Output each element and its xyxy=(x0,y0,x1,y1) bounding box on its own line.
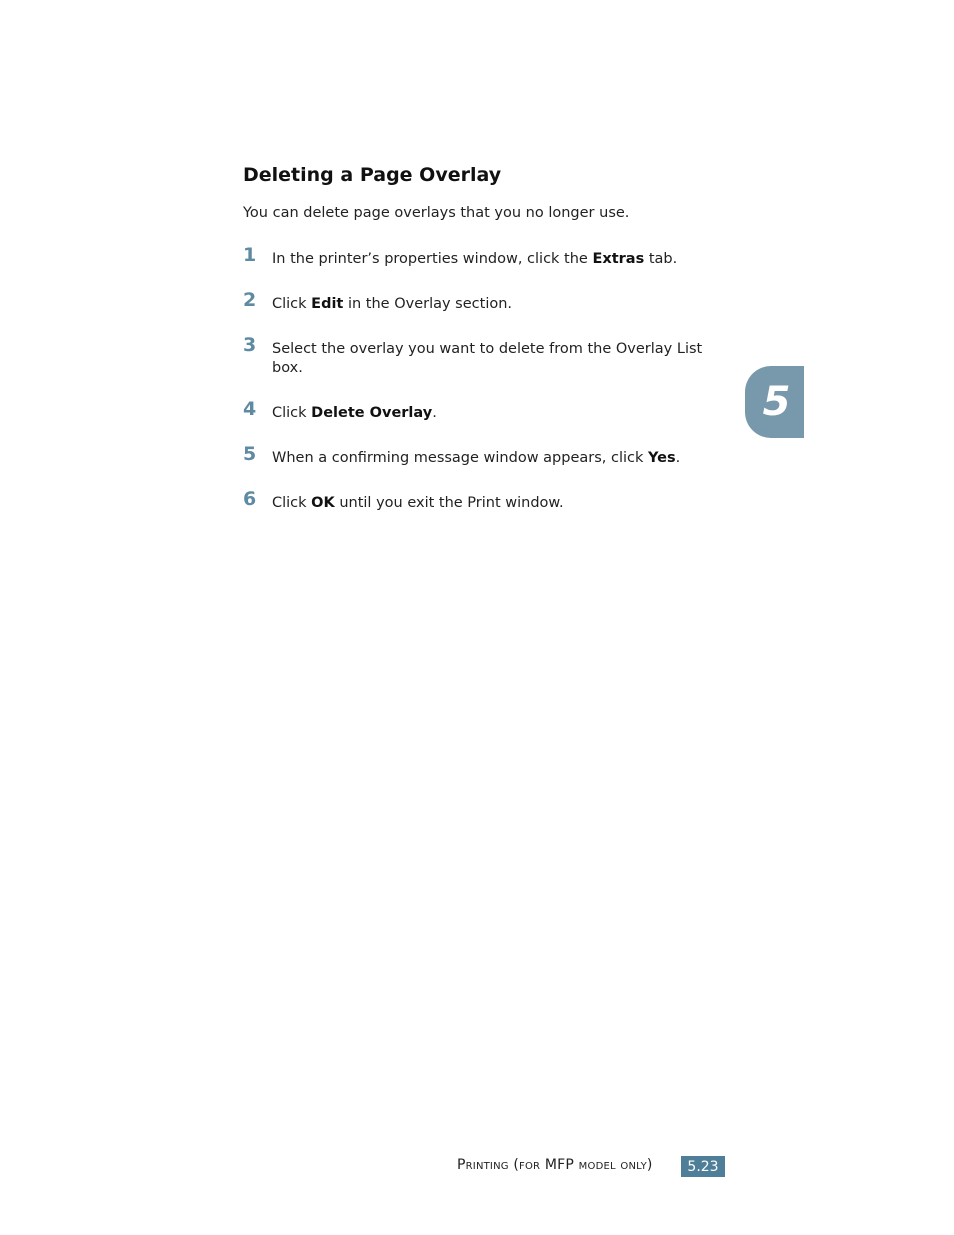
ui-term: Delete Overlay xyxy=(311,405,433,421)
step-number: 3 xyxy=(243,334,257,356)
ui-term: OK xyxy=(311,495,335,511)
step-number: 1 xyxy=(243,244,257,266)
footer-chapter-title: Printing (for MFP model only) xyxy=(457,1157,653,1173)
chapter-number: 5 xyxy=(762,379,791,425)
step-text: In the printer’s properties window, click the Extras tab. xyxy=(272,251,678,267)
step-4 xyxy=(243,398,723,423)
step-1 xyxy=(243,244,723,269)
step-3 xyxy=(243,334,723,378)
step-2 xyxy=(243,289,723,314)
step-text: Click Edit in the Overlay section. xyxy=(272,296,513,312)
step-6 xyxy=(243,488,723,513)
step-text: Click Delete Overlay. xyxy=(272,405,437,421)
step-text: Select the overlay you want to delete from the Overlay List box. xyxy=(272,341,703,376)
step-5 xyxy=(243,443,723,468)
chapter-tab xyxy=(745,366,804,438)
step-number: 5 xyxy=(243,443,257,465)
page-number: 5.23 xyxy=(681,1156,725,1177)
ui-term: Yes xyxy=(648,450,676,466)
intro-text: You can delete page overlays that you no longer use. xyxy=(243,205,630,221)
step-number: 6 xyxy=(243,488,257,510)
ui-term: Edit xyxy=(311,296,344,312)
section-heading: Deleting a Page Overlay xyxy=(243,164,502,186)
ui-term: Extras xyxy=(592,251,645,267)
step-text: Click OK until you exit the Print window. xyxy=(272,495,564,511)
step-number: 2 xyxy=(243,289,257,311)
step-text: When a confirming message window appears, click Yes. xyxy=(272,450,681,466)
step-number: 4 xyxy=(243,398,257,420)
